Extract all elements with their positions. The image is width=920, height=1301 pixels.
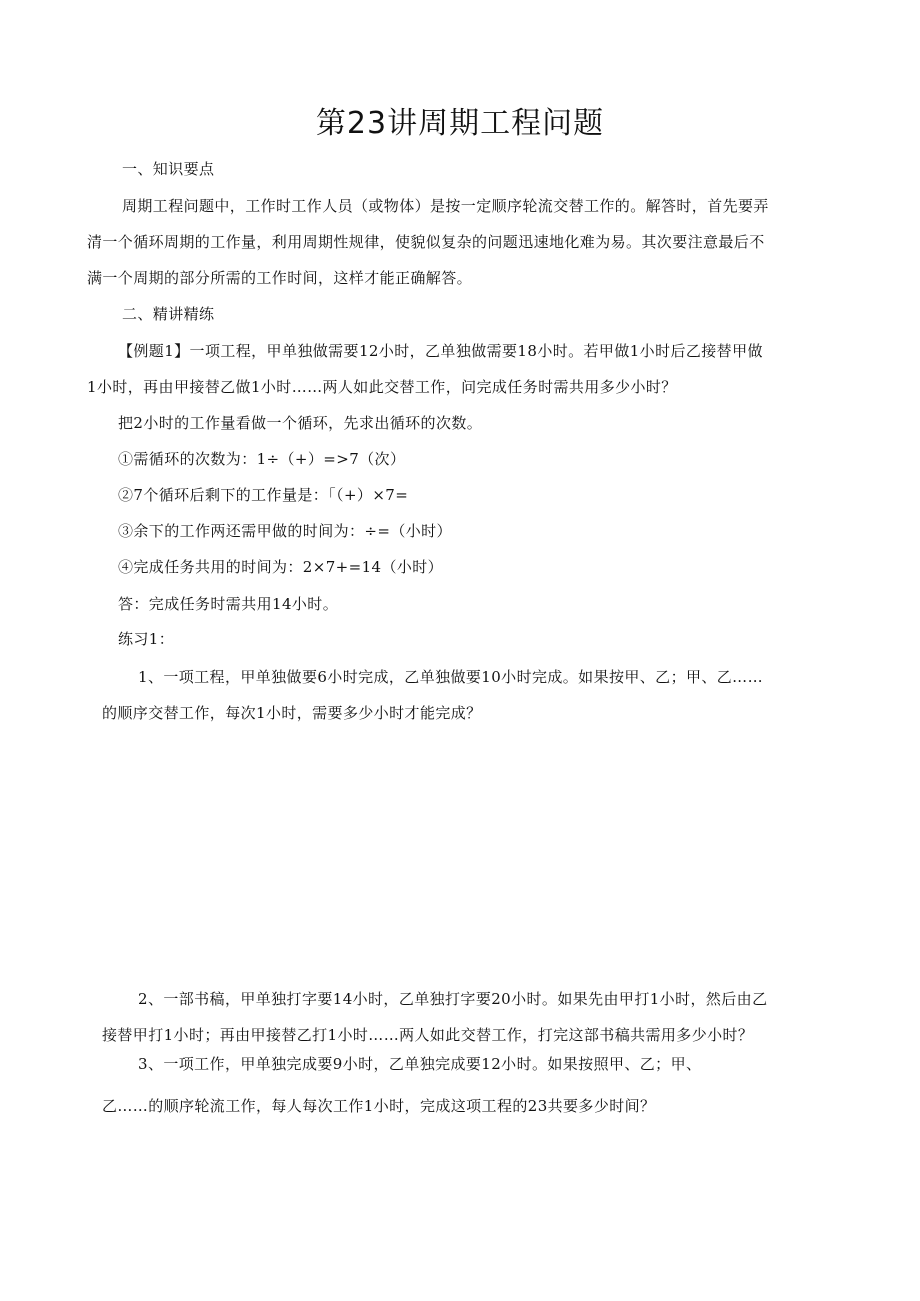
- question-2-line: 2、一部书稿，甲单独打字要14小时，乙单独打字要20小时。如果先由甲打1小时，然后由乙: [138, 990, 768, 1008]
- example1-text-line: 1小时，再由甲接替乙做1小时……两人如此交替工作，问完成任务时需共用多少小时？: [87, 378, 677, 396]
- section-heading-practice: 二、精讲精练: [122, 305, 215, 323]
- page-title: 第23讲周期工程问题: [315, 106, 605, 141]
- question-1-line: 1、一项工程，甲单独做要6小时完成，乙单独做要10小时完成。如果按甲、乙；甲、乙……: [138, 668, 763, 686]
- knowledge-paragraph-line: 周期工程问题中，工作时工作人员（或物体）是按一定顺序轮流交替工作的。解答时，首先要弄: [122, 197, 769, 215]
- example1-text-line: 【例题1】一项工程，甲单独做需要12小时，乙单独做需要18小时。若甲做1小时后乙接替甲做: [118, 342, 763, 360]
- section-heading-knowledge: 一、知识要点: [122, 160, 215, 178]
- question-3-line: 3、一项工作，甲单独完成要9小时，乙单独完成要12小时。如果按照甲、乙；甲、: [138, 1055, 702, 1073]
- solution-line: ③余下的工作两还需甲做的时间为：÷=（小时）: [118, 522, 452, 540]
- question-1-line: 的顺序交替工作，每次1小时，需要多少小时才能完成？: [102, 704, 482, 722]
- knowledge-paragraph-line: 清一个循环周期的工作量，利用周期性规律，使貌似复杂的问题迅速地化难为易。其次要注意最后不: [87, 233, 765, 251]
- question-3-line: 乙……的顺序轮流工作，每人每次工作1小时，完成这项工程的23共要多少时间？: [102, 1097, 656, 1115]
- practice-label: 练习1：: [118, 630, 175, 648]
- solution-line: ②7个循环后剩下的工作量是：「（+）×7=: [118, 486, 409, 504]
- knowledge-paragraph-line: 满一个周期的部分所需的工作时间，这样才能正确解答。: [87, 269, 473, 287]
- question-2-line: 接替甲打1小时；再由甲接替乙打1小时……两人如此交替工作，打完这部书稿共需用多少小时？: [102, 1026, 754, 1044]
- answer-line: 答：完成任务时需共用14小时。: [118, 595, 339, 613]
- solution-line: 把2小时的工作量看做一个循环，先求出循环的次数。: [118, 414, 483, 432]
- solution-line: ④完成任务共用的时间为：2×7+=14（小时）: [118, 558, 444, 576]
- solution-line: ①需循环的次数为：1÷（+）=>7（次）: [118, 450, 406, 468]
